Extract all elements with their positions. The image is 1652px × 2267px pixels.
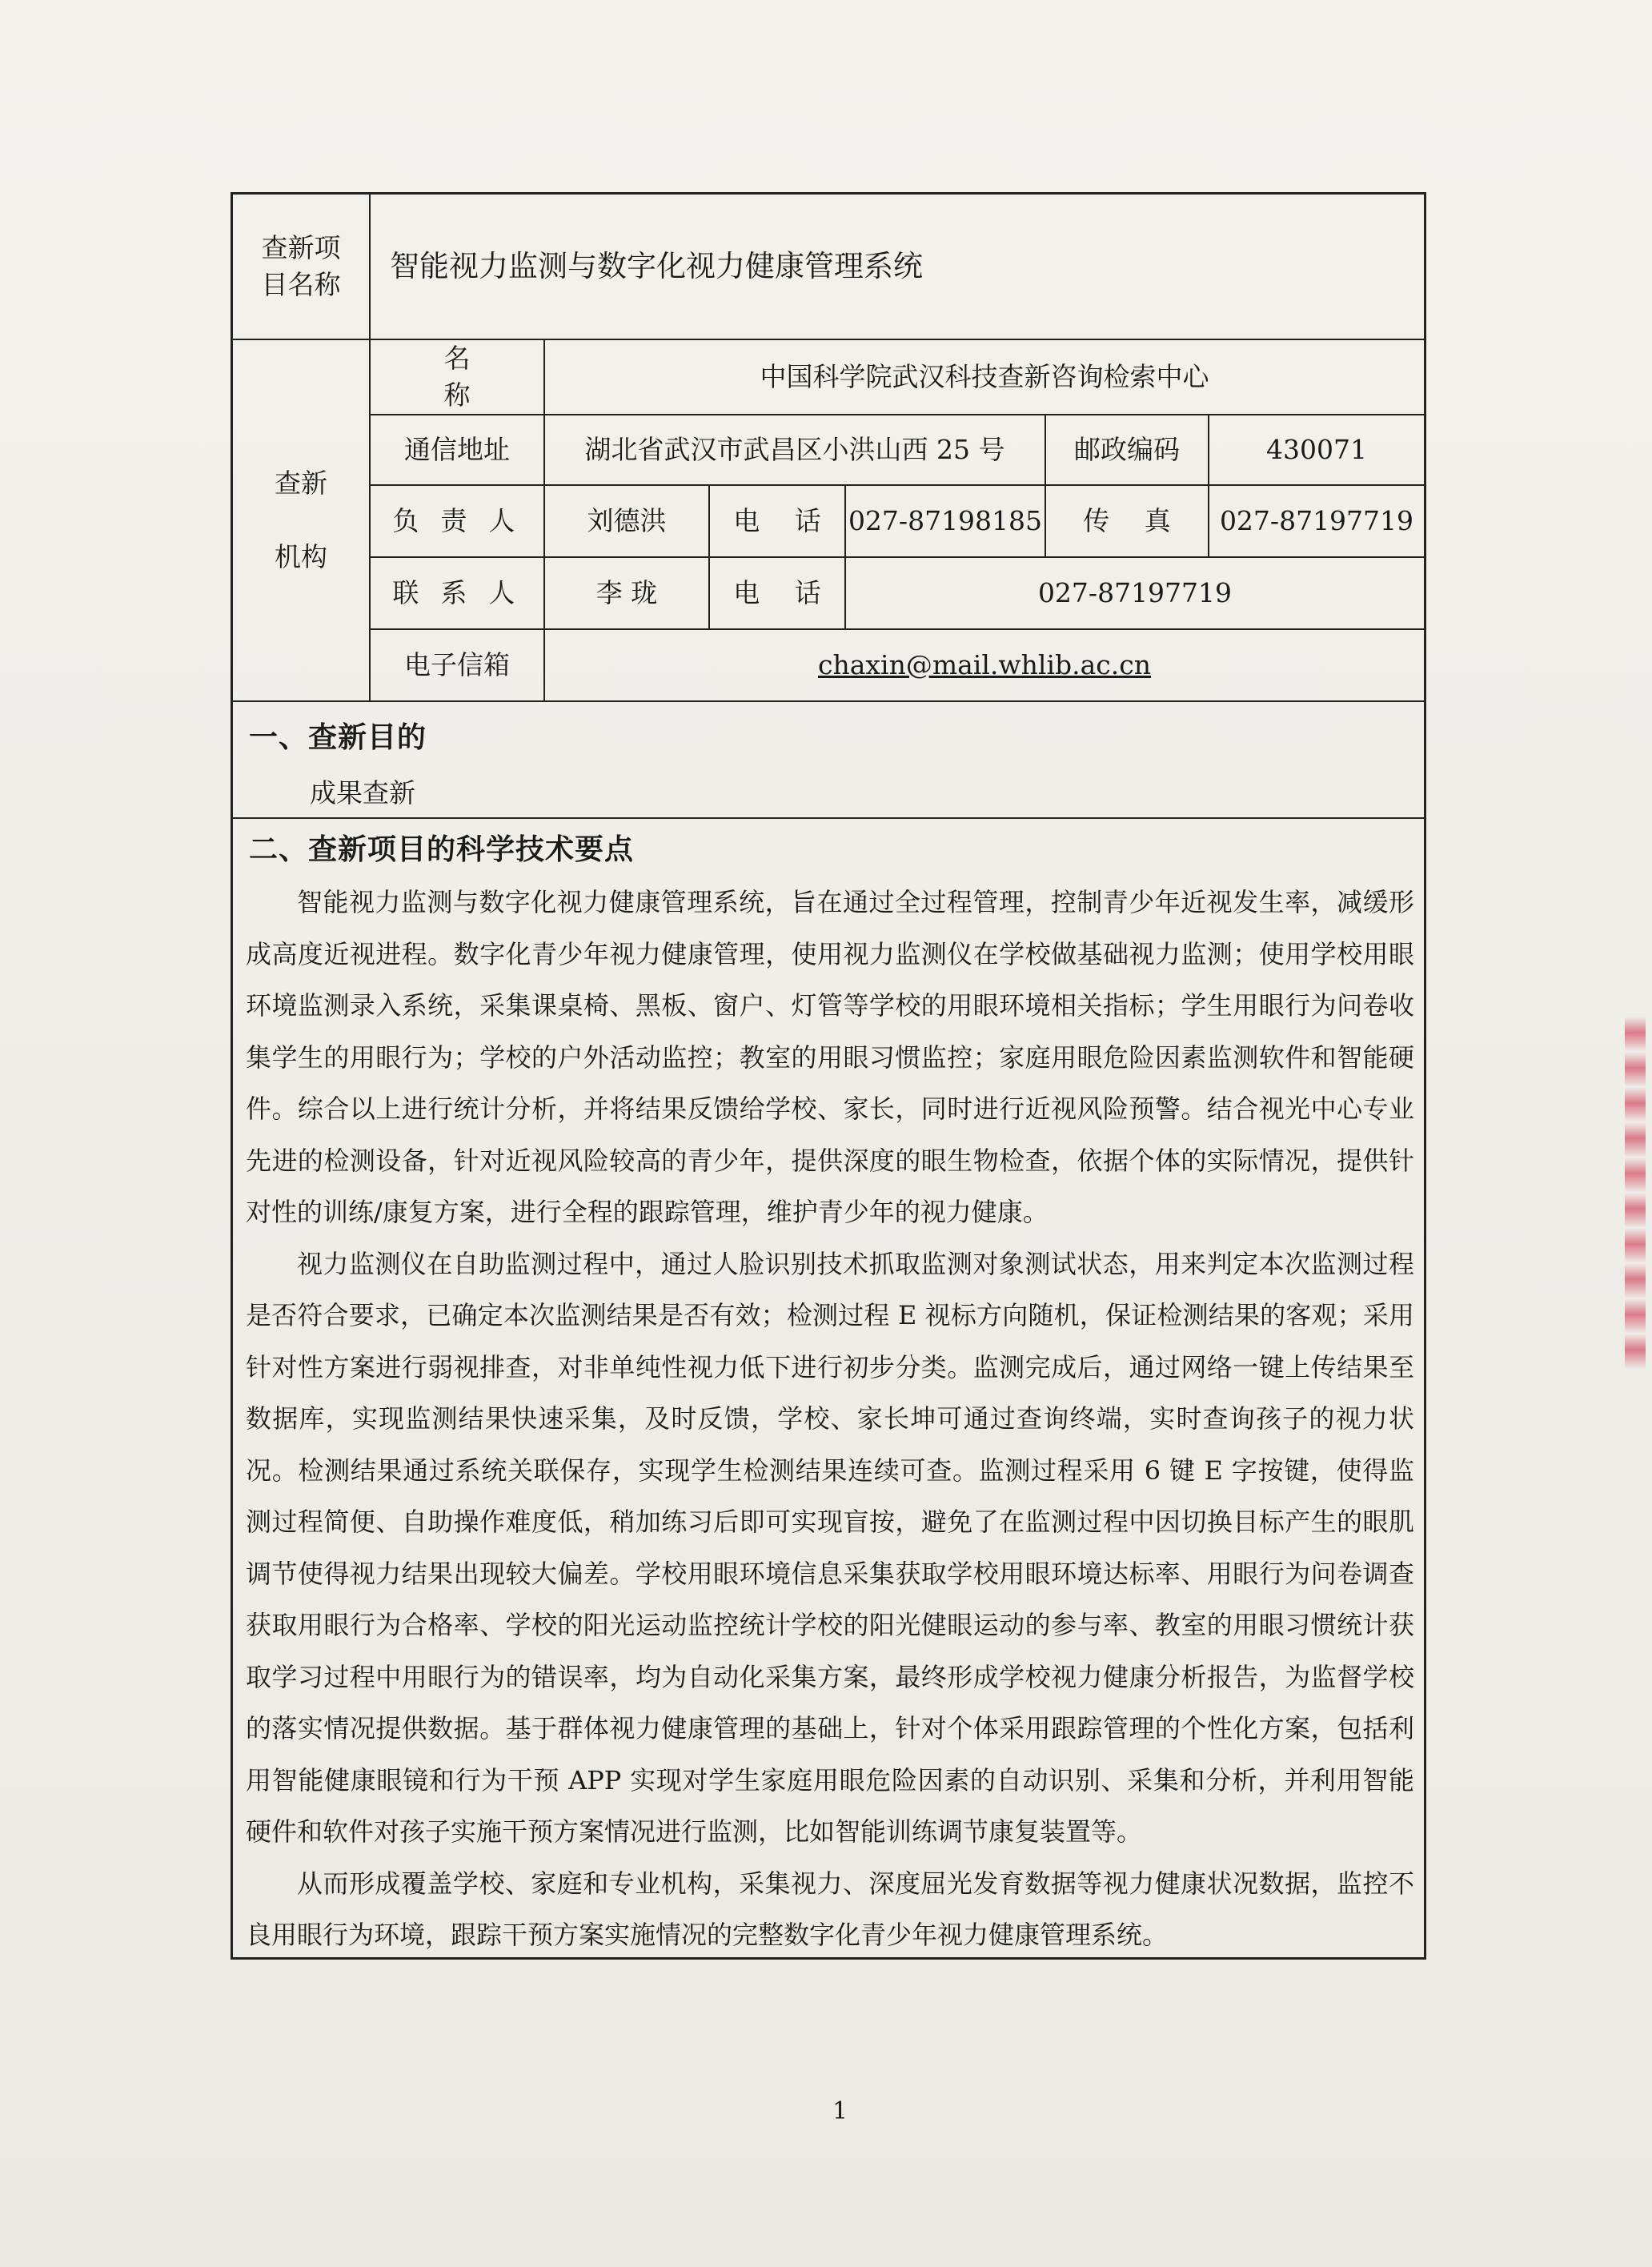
institution-label bbox=[233, 340, 369, 700]
seal-stamp-edge bbox=[1625, 1017, 1646, 1369]
novelty-search-form bbox=[231, 192, 1426, 1960]
address-label: 通信地址 bbox=[404, 433, 510, 465]
head-phone-label: 电 话 bbox=[733, 504, 835, 536]
rule-section1-bottom bbox=[233, 817, 1424, 819]
contact-phone: 027-87197719 bbox=[1037, 576, 1233, 608]
section2-body bbox=[246, 877, 1414, 1961]
fax: 027-87197719 bbox=[1219, 504, 1414, 536]
institution-name-label-text: 名 称 bbox=[443, 342, 507, 411]
project-name: 智能视力监测与数字化视力健康管理系统 bbox=[390, 249, 923, 284]
section2-paragraph-3: 从而形成覆盖学校、家庭和专业机构，采集视力、深度屈光发育数据等视力健康状况数据，监控不良用眼行为环境，跟踪干预方案实施情况的完整数字化青少年视力健康管理系统。 bbox=[246, 1868, 1414, 1950]
rule-institution-bottom bbox=[233, 700, 1424, 702]
email-label: 电子信箱 bbox=[404, 648, 510, 680]
page-number: 1 bbox=[832, 2097, 848, 2125]
postcode: 430071 bbox=[1266, 433, 1367, 465]
section2-heading: 二、查新项目的科学技术要点 bbox=[249, 833, 635, 866]
project-name-label-line1: 查新项 bbox=[261, 231, 341, 263]
section1-heading: 一、查新目的 bbox=[249, 721, 427, 754]
project-name-label bbox=[233, 195, 369, 339]
section2-paragraph-2: 视力监测仪在自助监测过程中，通过人脸识别技术抓取监测对象测试状态，用来判定本次监测过程是否符合要求，已确定本次监测结果是否有效；检测过程 E 视标方向随机，保证检测结果的客观；采用针对性方案进行弱视排查，对非单纯性视力低下进行初步分类。监测完成后，通过网络一键上传结果至数据库，实现监测结果快速采集，及时反馈，学校、家长坤可通过查询终端，实时查询孩子的视力状况。检测结果通过系统关联保存，实现学生检测结果连续可查。监测过程采用 6 键 E 字按键，使得监测过程简便、自助操作难度低，稍加练习后即可实现盲按，避免了在监测过程中因切换目标产生的眼肌调节使得视力结果出现较大偏差。学校用眼环境信息采集获取学校用眼环境达标率、用眼行为问卷调查获取用眼行为合格率、学校的阳光运动监控统计学校的阳光健眼运动的参与率、教室的用眼习惯统计获取学习过程中用眼行为的错误率，均为自动化采集方案，最终形成学校视力健康分析报告，为监督学校的落实情况提供数据。基于群体视力健康管理的基础上，针对个体采用跟踪管理的个性化方案，包括利用智能健康眼镜和行为干预 APP 实现对学生家庭用眼危险因素的自动识别、采集和分析，并利用智能硬件和软件对孩子实施干预方案情况进行监测，比如智能训练调节康复装置等。 bbox=[246, 1248, 1414, 1847]
project-name-label-line2: 目名称 bbox=[261, 269, 341, 300]
head-label: 负 责 人 bbox=[392, 504, 522, 536]
postcode-label: 邮政编码 bbox=[1074, 433, 1180, 465]
contact-name: 李 珑 bbox=[595, 576, 658, 608]
institution-label-line1: 查新 bbox=[275, 467, 327, 499]
section2-paragraph-1: 智能视力监测与数字化视力健康管理系统，旨在通过全过程管理，控制青少年近视发生率，减缓形成高度近视进程。数字化青少年视力健康管理，使用视力监测仪在学校做基础视力监测；使用学校用眼环境监测录入系统，采集课桌椅、黑板、窗户、灯管等学校的用眼环境相关指标；学生用眼行为问卷收集学生的用眼行为；学校的户外活动监控；教室的用眼习惯监控；家庭用眼危险因素监测软件和智能硬件。综合以上进行统计分析，并将结果反馈给学校、家长，同时进行近视风险预警。结合视光中心专业先进的检测设备，针对近视风险较高的青少年，提供深度的眼生物检查，依据个体的实际情况，提供针对性的训练/康复方案，进行全程的跟踪管理，维护青少年的视力健康。 bbox=[246, 887, 1414, 1227]
email-link[interactable]: chaxin@mail.whlib.ac.cn bbox=[818, 648, 1151, 680]
contact-label: 联 系 人 bbox=[392, 576, 522, 608]
institution-name-label bbox=[371, 340, 543, 414]
institution-name: 中国科学院武汉科技查新咨询检索中心 bbox=[760, 360, 1209, 392]
head-name: 刘德洪 bbox=[587, 504, 667, 536]
address: 湖北省武汉市武昌区小洪山西 25 号 bbox=[584, 433, 1005, 465]
institution-label-line2: 机构 bbox=[275, 541, 327, 572]
contact-phone-label: 电 话 bbox=[733, 576, 835, 608]
fax-label: 传 真 bbox=[1083, 504, 1185, 536]
head-phone: 027-87198185 bbox=[848, 504, 1043, 536]
section1-content: 成果查新 bbox=[310, 777, 415, 808]
